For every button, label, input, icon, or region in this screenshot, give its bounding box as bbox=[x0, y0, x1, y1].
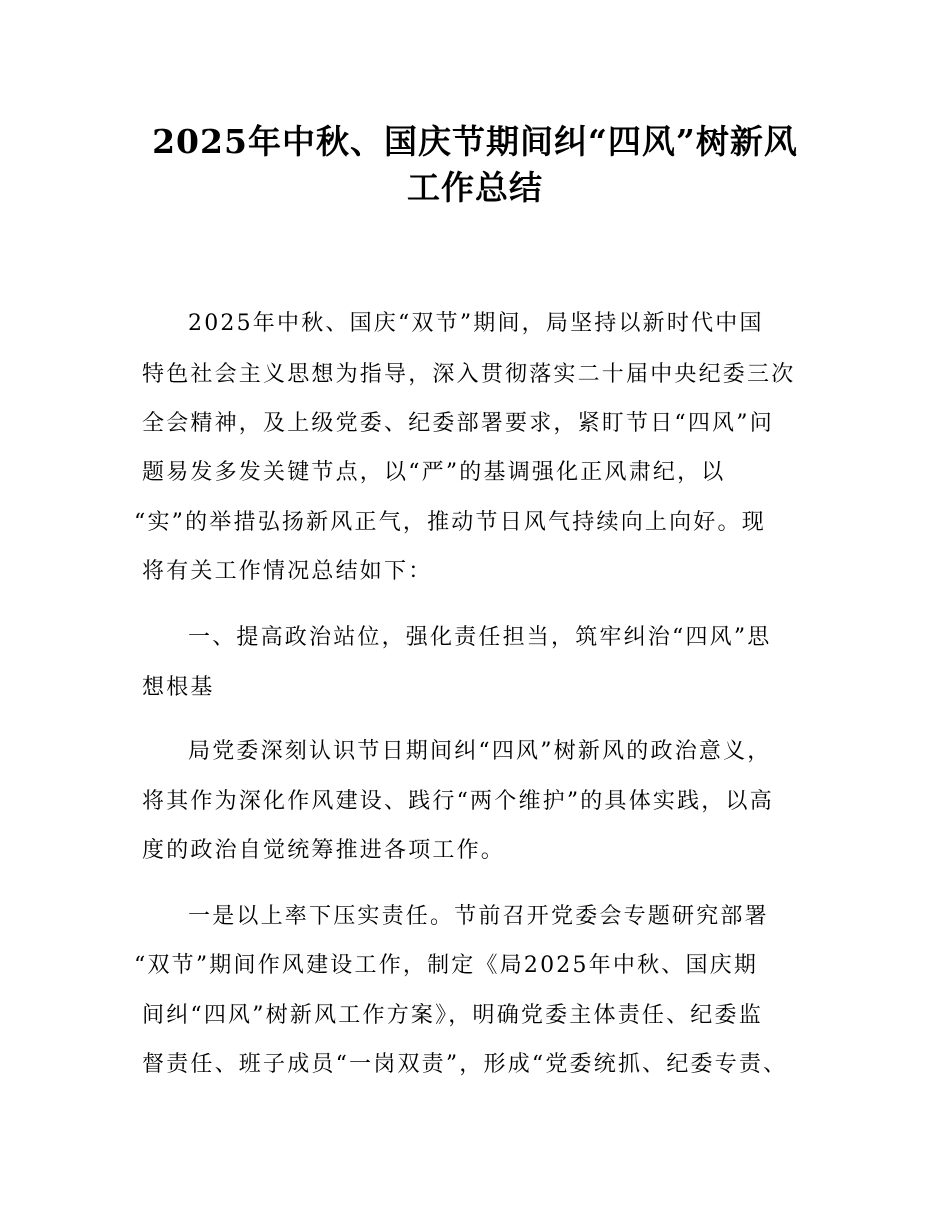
document-title-line-1: 2025年中秋、国庆节期间纠“四风”树新风 bbox=[152, 122, 798, 161]
section-heading-1-line-2: 想根基 bbox=[142, 675, 215, 700]
paragraph-3-line-3: 度的政治自觉统筹推进各项工作。 bbox=[142, 838, 506, 863]
paragraph-4-line-2: “双节”期间作风建设工作，制定《局2025年中秋、国庆期 bbox=[134, 953, 759, 978]
paragraph-1-line-1: 2025年中秋、国庆“双节”期间，局坚持以新时代中国 bbox=[188, 311, 764, 336]
paragraph-1-line-6: 将有关工作情况总结如下： bbox=[142, 559, 433, 584]
paragraph-1-line-4: 题易发多发关键节点，以“严”的基调强化正风肃纪，以 bbox=[142, 460, 726, 485]
paragraph-4-line-4: 督责任、班子成员“一岗双责”，形成“党委统抓、纪委专责、 bbox=[142, 1052, 788, 1077]
paragraph-3-line-1: 局党委深刻认识节日期间纠“四风”树新风的政治意义， bbox=[188, 739, 772, 764]
section-heading-1-line-1: 一、提高政治站位，强化责任担当，筑牢纠治“四风”思 bbox=[188, 625, 772, 650]
paragraph-1-line-3: 全会精神，及上级党委、纪委部署要求，紧盯节日“四风”问 bbox=[142, 411, 774, 436]
paragraph-1-line-5: “实”的举措弘扬新风正气，推动节日风气持续向上向好。现 bbox=[134, 510, 766, 535]
paragraph-4-line-3: 间纠“四风”树新风工作方案》，明确党委主体责任、纪委监 bbox=[142, 1003, 763, 1028]
document-title-line-2: 工作总结 bbox=[407, 168, 543, 207]
paragraph-1-line-2: 特色社会主义思想为指导，深入贯彻落实二十届中央纪委三次 bbox=[142, 362, 796, 387]
paragraph-3-line-2: 将其作为深化作风建设、践行“两个维护”的具体实践，以高 bbox=[142, 789, 774, 814]
paragraph-4-line-1: 一是以上率下压实责任。节前召开党委会专题研究部署 bbox=[188, 904, 769, 929]
